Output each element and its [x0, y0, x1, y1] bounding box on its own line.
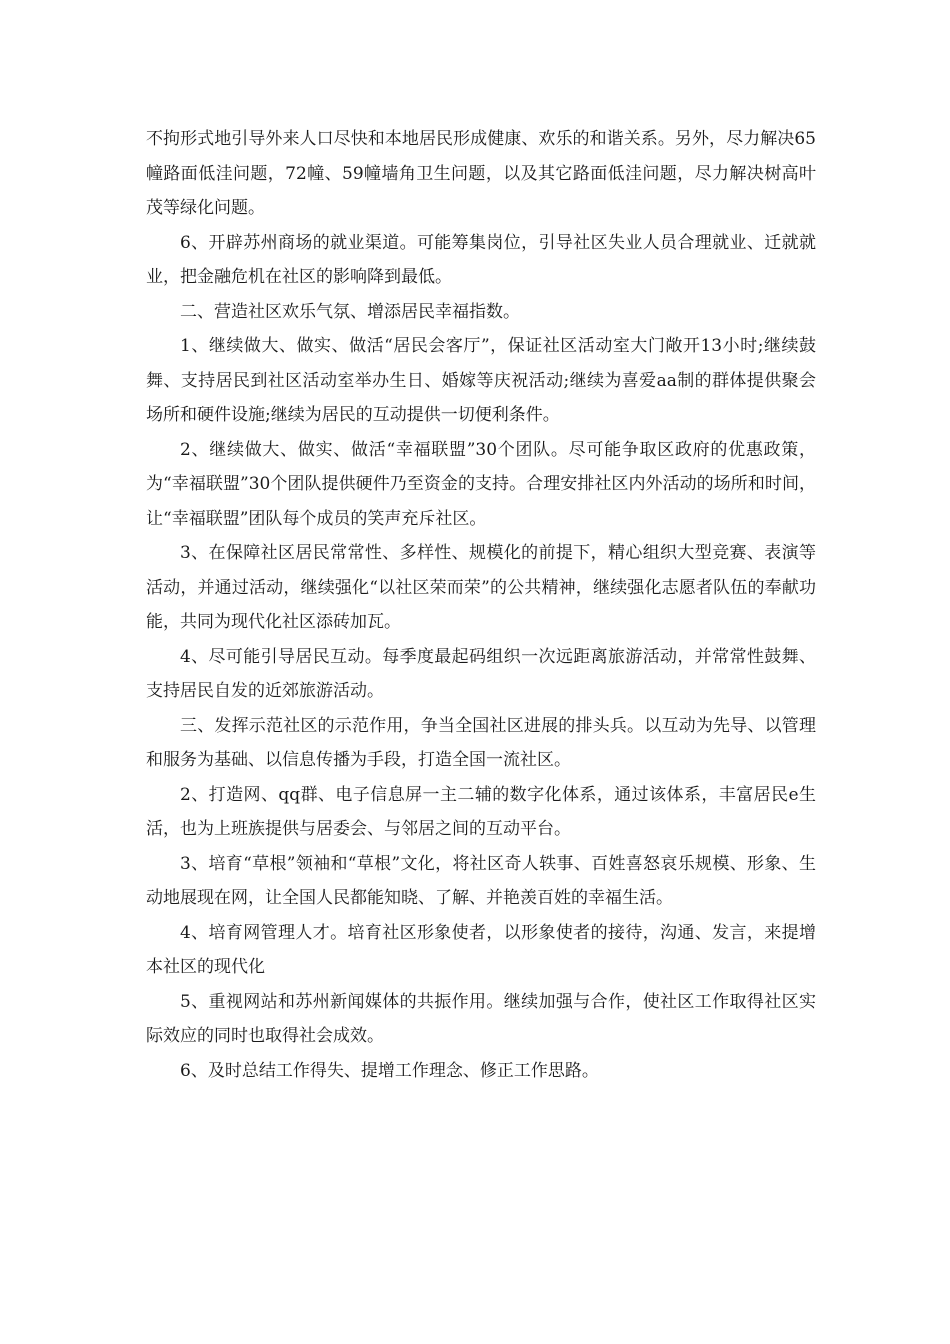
document-page — [146, 122, 816, 1088]
paragraph-2: 6、开辟苏州商场的就业渠道。可能筹集岗位，引导社区失业人员合理就业、迁就就业，把金融危机在社区的影响降到最低。 — [146, 232, 816, 287]
paragraph-4: 1、继续做大、做实、做活“居民会客厅”，保证社区活动室大门敞开13小时;继续鼓舞、支持居民到社区活动室举办生日、婚嫁等庆祝活动;继续为喜爱aa制的群体提供聚会场所和硬件设施;继续为居民的互动提供一切便利条件。 — [146, 336, 816, 425]
paragraph-5: 2、继续做大、做实、做活“幸福联盟”30个团队。尽可能争取区政府的优惠政策，为“幸福联盟”30个团队提供硬件乃至资金的支持。合理安排社区内外活动的场所和时间，让“幸福联盟”团队每个成员的笑声充斥社区。 — [146, 439, 816, 529]
section-heading-2: 二、营造社区欢乐气氛、增添居民幸福指数。 — [180, 301, 520, 322]
paragraph-9: 2、打造网、qq群、电子信息屏一主二辅的数字化体系，通过该体系，丰富居民e生活，也为上班族提供与居委会、与邻居之间的互动平台。 — [146, 784, 816, 839]
section-heading-3: 三、发挥示范社区的示范作用，争当全国社区进展的排头兵。以互动为先导、以管理和服务为基础、以信息传播为手段，打造全国一流社区。 — [146, 715, 816, 770]
paragraph-11: 4、培育网管理人才。培育社区形象使者，以形象使者的接待，沟通、发言，来提增本社区的现代化 — [146, 922, 816, 977]
paragraph-7: 4、尽可能引导居民互动。每季度最起码组织一次远距离旅游活动，并常常性鼓舞、支持居民自发的近郊旅游活动。 — [146, 646, 816, 701]
paragraph-6: 3、在保障社区居民常常性、多样性、规模化的前提下，精心组织大型竞赛、表演等活动，并通过活动，继续强化“以社区荣而荣”的公共精神，继续强化志愿者队伍的奉献功能，共同为现代化社区添砖加瓦。 — [146, 543, 816, 632]
paragraph-10: 3、培育“草根”领袖和“草根”文化，将社区奇人轶事、百姓喜怒哀乐规模、形象、生动地展现在网，让全国人民都能知晓、了解、并艳羡百姓的幸福生活。 — [146, 853, 816, 908]
paragraph-1: 不拘形式地引导外来人口尽快和本地居民形成健康、欢乐的和谐关系。另外，尽力解决65幢路面低洼问题，72幢、59幢墙角卫生问题，以及其它路面低洼问题，尽力解决树高叶茂等绿化问题。 — [146, 129, 816, 218]
paragraph-13: 6、及时总结工作得失、提增工作理念、修正工作思路。 — [180, 1060, 599, 1081]
paragraph-12: 5、重视网站和苏州新闻媒体的共振作用。继续加强与合作，使社区工作取得社区实际效应的同时也取得社会成效。 — [146, 991, 816, 1046]
